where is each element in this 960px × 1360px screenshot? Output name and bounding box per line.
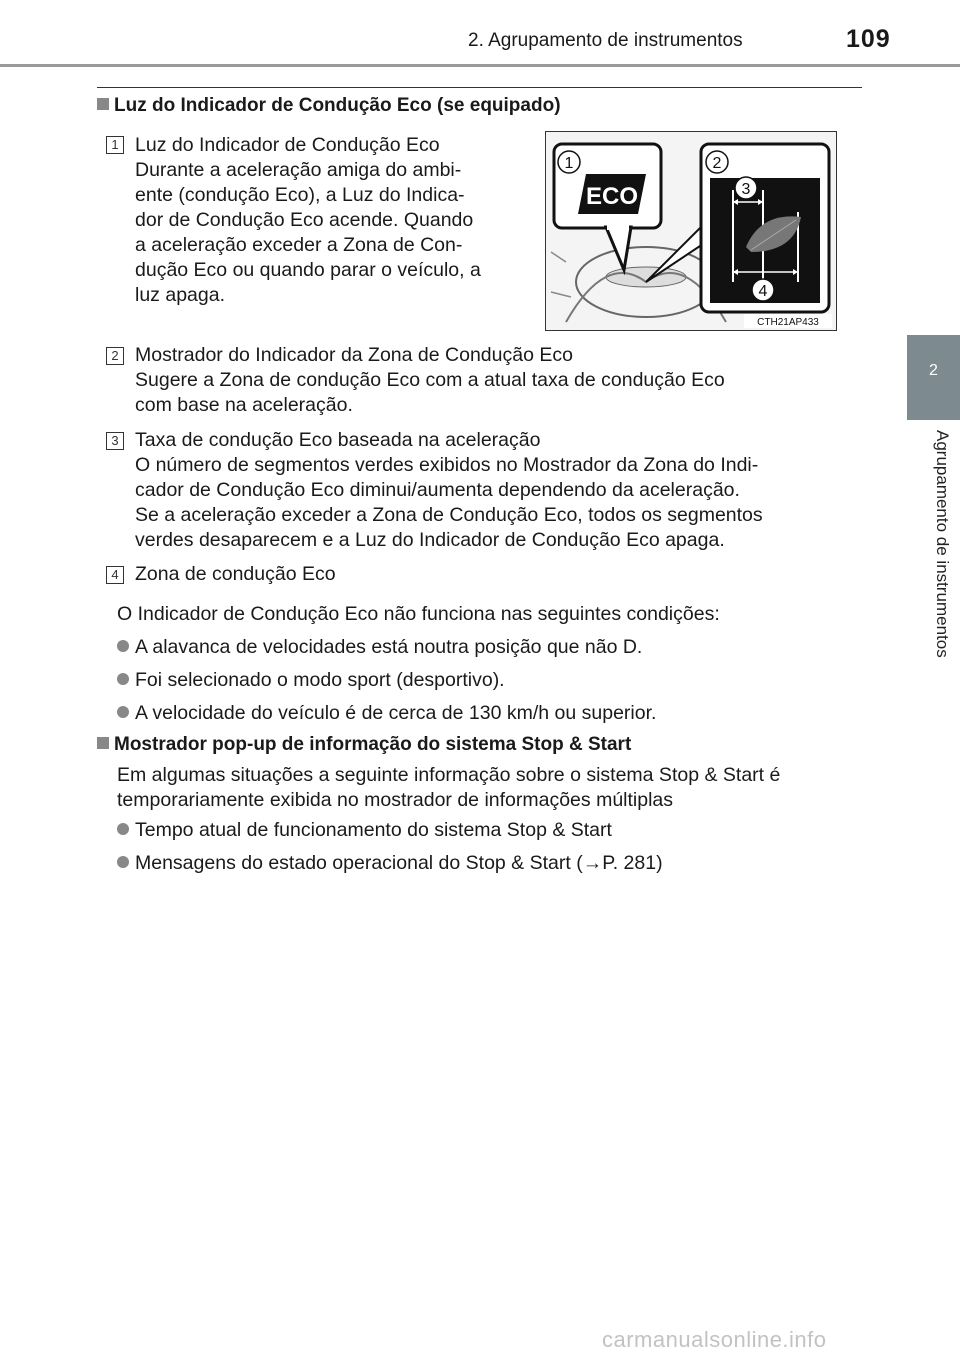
eco-label: ECO: [585, 183, 639, 210]
header-section-title: 2. Agrupamento de instrumentos: [468, 30, 743, 51]
section-heading-eco: [97, 95, 561, 117]
item-1: [135, 133, 518, 308]
condition-text: Foi selecionado o modo sport (desportivo).: [135, 669, 505, 691]
intro-line: Em algumas situações a seguinte informação sobre o sistema Stop & Start é: [117, 764, 781, 786]
header-rule: [0, 64, 960, 67]
item-line: dução Eco ou quando parar o veículo, a: [135, 259, 481, 281]
section-heading-stop-start: [97, 734, 631, 756]
watermark: carmanualsonline.info: [602, 1327, 827, 1352]
square-bullet-icon: [97, 737, 109, 749]
item-line: dor de Condução Eco acende. Quando: [135, 209, 474, 231]
section-heading-text: Luz do Indicador de Condução Eco (se equipado): [114, 95, 561, 116]
item-title: Luz do Indicador de Condução Eco: [135, 134, 440, 156]
item-line: Sugere a Zona de condução Eco com a atual taxa de condução Eco: [135, 369, 725, 391]
callout-2: 2: [712, 155, 722, 172]
item-line: Durante a aceleração amiga do ambi-: [135, 159, 462, 181]
item-line: Se a aceleração exceder a Zona de Condução Eco, todos os segmentos: [135, 504, 763, 526]
item-line: com base na aceleração.: [135, 394, 353, 416]
item-number-3: 3: [106, 432, 124, 450]
item-number-2: 2: [106, 347, 124, 365]
bullet-dot-icon: [117, 706, 129, 718]
condition-item: [117, 636, 642, 659]
intro-line: temporariamente exibida no mostrador de informações múltiplas: [117, 789, 674, 811]
item-number-4: 4: [106, 566, 124, 584]
conditions-intro: O Indicador de Condução Eco não funciona nas seguintes condições:: [117, 603, 720, 625]
square-bullet-icon: [97, 98, 109, 110]
stop-start-text: Mensagens do estado operacional do Stop & Start (→P. 281): [135, 852, 663, 874]
chapter-side-label: Agrupamento de instrumentos: [933, 430, 952, 658]
item-line: O número de segmentos verdes exibidos no Mostrador da Zona do Indi-: [135, 454, 759, 476]
item-number-1: 1: [106, 136, 124, 154]
condition-item: [117, 669, 505, 692]
bullet-dot-icon: [117, 673, 129, 685]
item-title: Mostrador do Indicador da Zona de Condução Eco: [135, 344, 573, 366]
item-line: cador de Condução Eco diminui/aumenta dependendo da aceleração.: [135, 479, 740, 501]
section-heading-text: Mostrador pop-up de informação do sistema Stop & Start: [114, 734, 632, 755]
stop-start-text: Tempo atual de funcionamento do sistema Stop & Start: [135, 819, 612, 841]
eco-indicator-illustration: [545, 131, 837, 331]
condition-text: A alavanca de velocidades está noutra posição que não D.: [135, 636, 643, 658]
item-line: verdes desaparecem e a Luz do Indicador de Condução Eco apaga.: [135, 529, 725, 551]
item-title: Zona de condução Eco: [135, 563, 336, 585]
bullet-dot-icon: [117, 640, 129, 652]
item-line: luz apaga.: [135, 284, 225, 306]
item-line: ente (condução Eco), a Luz do Indica-: [135, 184, 465, 206]
figure-code: CTH21AP433: [757, 317, 819, 328]
bullet-dot-icon: [117, 856, 129, 868]
chapter-tab: 2: [907, 335, 960, 420]
item-2: [135, 343, 828, 418]
item-4: [135, 562, 336, 587]
stop-start-intro: [117, 763, 780, 813]
page-number: 109: [846, 25, 891, 53]
stop-start-item: [117, 852, 663, 875]
item-title: Taxa de condução Eco baseada na aceleração: [135, 429, 541, 451]
item-3: [135, 428, 828, 553]
bullet-dot-icon: [117, 823, 129, 835]
condition-text: A velocidade do veículo é de cerca de 130 km/h ou superior.: [135, 702, 657, 724]
callout-4: 4: [758, 283, 768, 300]
content-top-rule: [97, 87, 862, 88]
callout-1: 1: [564, 155, 574, 172]
callout-3: 3: [741, 181, 751, 198]
stop-start-item: [117, 819, 612, 842]
item-line: a aceleração exceder a Zona de Con-: [135, 234, 463, 256]
condition-item: [117, 702, 656, 725]
